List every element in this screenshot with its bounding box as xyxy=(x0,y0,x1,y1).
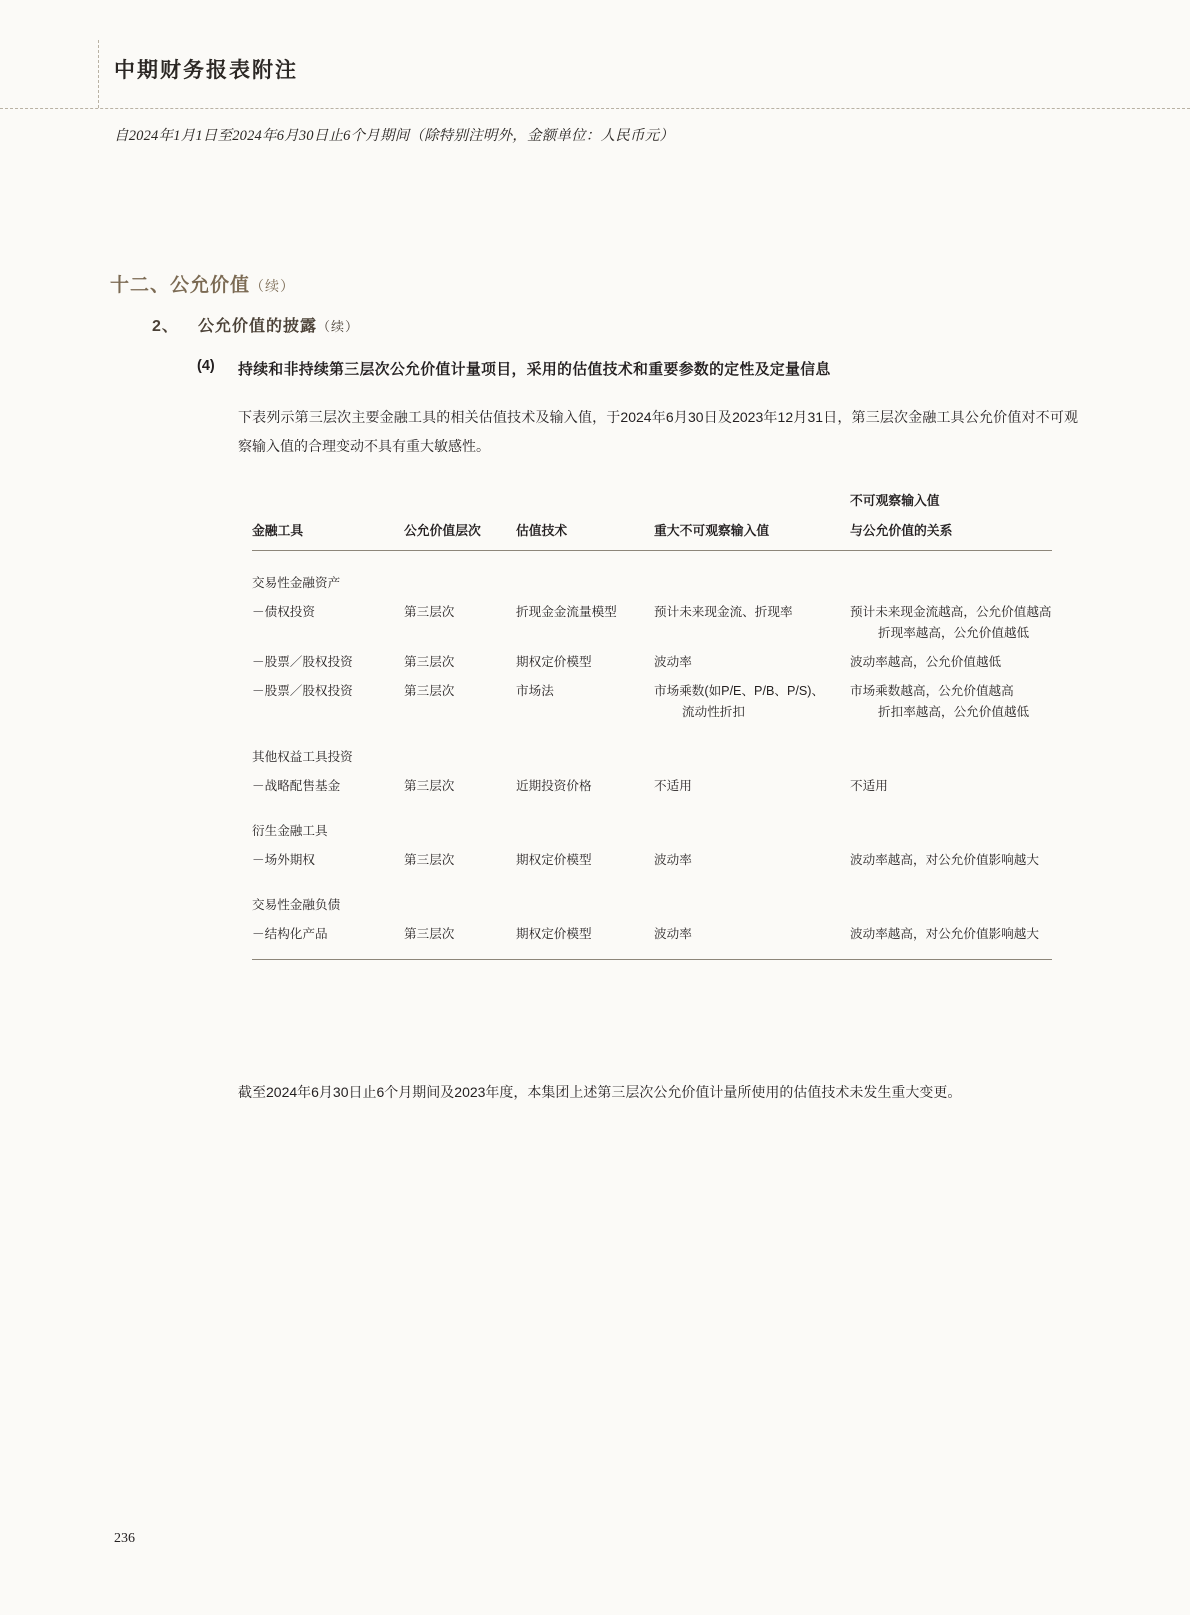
cell-instrument: －结构化产品 xyxy=(252,927,328,941)
cell-technique: 市场法 xyxy=(516,684,554,698)
header-relation-line1: 不可观察输入值 xyxy=(850,493,940,508)
table-group-row xyxy=(252,727,1052,772)
cell-relation-line: 折现率越高，公允价值越低 xyxy=(878,626,1030,640)
cell-level: 第三层次 xyxy=(404,779,455,793)
cell-level: 第三层次 xyxy=(404,684,455,698)
cell-input-line: 不适用 xyxy=(654,779,692,793)
section-heading-text: 十二、公允价值 xyxy=(110,275,251,296)
cell-input xyxy=(654,920,850,949)
table-row xyxy=(252,846,1052,875)
cell-level: 第三层次 xyxy=(404,927,455,941)
section-heading xyxy=(110,270,295,297)
cell-technique: 折现金金流量模型 xyxy=(516,605,617,619)
cell-relation xyxy=(850,772,1052,801)
item-number: (4) xyxy=(197,358,215,374)
cell-level: 第三层次 xyxy=(404,605,455,619)
cell-input-line: 波动率 xyxy=(654,927,692,941)
cell-input xyxy=(654,648,850,677)
cell-technique: 近期投资价格 xyxy=(516,779,592,793)
cell-relation-line: 折扣率越高，公允价值越低 xyxy=(878,705,1030,719)
subsection-heading xyxy=(198,313,359,336)
header-technique: 估值技术 xyxy=(516,520,654,551)
cell-input xyxy=(654,846,850,875)
header-spacer-3 xyxy=(516,490,654,520)
closing-paragraph: 截至2024年6月30日止6个月期间及2023年度，本集团上述第三层次公允价值计量所使用的估值技术未发生重大变更。 xyxy=(238,1084,962,1100)
cell-input-line: 市场乘数(如P/E、P/B、P/S)、 xyxy=(654,684,825,698)
page-number: 236 xyxy=(114,1531,135,1546)
table-row xyxy=(252,648,1052,677)
subsection-heading-text: 公允价值的披露 xyxy=(198,318,318,335)
table-group-label: 交易性金融负债 xyxy=(252,898,341,912)
table-group-row xyxy=(252,569,1052,598)
subsection-number: 2、 xyxy=(152,318,179,335)
cell-relation-line: 市场乘数越高，公允价值越高 xyxy=(850,684,1014,698)
cell-instrument: －场外期权 xyxy=(252,853,315,867)
fair-value-table-wrapper xyxy=(252,490,1052,949)
cell-instrument: －股票／股权投资 xyxy=(252,684,353,698)
cell-input-line: 波动率 xyxy=(654,853,692,867)
table-group-label: 交易性金融资产 xyxy=(252,576,341,590)
cell-technique: 期权定价模型 xyxy=(516,655,592,669)
table-group-label: 其他权益工具投资 xyxy=(252,750,353,764)
cell-relation xyxy=(850,920,1052,949)
cell-level: 第三层次 xyxy=(404,655,455,669)
item-title: 持续和非持续第三层次公允价值计量项目，采用的估值技术和重要参数的定性及定量信息 xyxy=(238,362,831,378)
header-input: 重大不可观察输入值 xyxy=(654,520,850,551)
table-group-row xyxy=(252,875,1052,920)
cell-input-line: 预计未来现金流、折现率 xyxy=(654,605,793,619)
cell-input-line: 流动性折扣 xyxy=(682,705,745,719)
header-spacer-1 xyxy=(252,490,404,520)
cell-input xyxy=(654,598,850,648)
cell-relation xyxy=(850,648,1052,677)
table-row xyxy=(252,772,1052,801)
fair-value-table xyxy=(252,490,1052,949)
cell-relation-line: 预计未来现金流越高，公允价值越高 xyxy=(850,605,1052,619)
cell-instrument: －债权投资 xyxy=(252,605,315,619)
header-spacer-2 xyxy=(404,490,516,520)
cell-instrument: －战略配售基金 xyxy=(252,779,341,793)
cell-input-line: 波动率 xyxy=(654,655,692,669)
table-row xyxy=(252,920,1052,949)
table-group-label: 衍生金融工具 xyxy=(252,824,328,838)
table-head xyxy=(252,490,1052,551)
page-header-subtitle: 自2024年1月1日至2024年6月30日止6个月期间（除特别注明外，金额单位：人民币元） xyxy=(114,128,674,144)
cell-relation-line: 波动率越高，对公允价值影响越大 xyxy=(850,853,1039,867)
table-header-top-row xyxy=(252,490,1052,520)
cell-relation-line: 波动率越高，公允价值越低 xyxy=(850,655,1002,669)
cell-technique: 期权定价模型 xyxy=(516,927,592,941)
cell-relation xyxy=(850,598,1052,648)
table-bottom-rule xyxy=(252,959,1052,960)
cell-relation-line: 波动率越高，对公允价值影响越大 xyxy=(850,927,1039,941)
subsection-heading-continued: （续） xyxy=(317,319,360,334)
table-spacer-row xyxy=(252,551,1052,570)
cell-level: 第三层次 xyxy=(404,853,455,867)
table-group-row xyxy=(252,801,1052,846)
cell-relation xyxy=(850,846,1052,875)
table-row xyxy=(252,677,1052,727)
page-header-title: 中期财务报表附注 xyxy=(114,58,298,82)
cell-relation xyxy=(850,677,1052,727)
table-row xyxy=(252,598,1052,648)
header-instrument: 金融工具 xyxy=(252,520,404,551)
cell-relation-line: 不适用 xyxy=(850,779,888,793)
cell-technique: 期权定价模型 xyxy=(516,853,592,867)
intro-paragraph: 下表列示第三层次主要金融工具的相关估值技术及输入值，于2024年6月30日及2023年12月31日，第三层次金融工具公允价值对不可观察输入值的合理变动不具有重大敏感性。 xyxy=(238,409,1078,454)
cell-instrument: －股票／股权投资 xyxy=(252,655,353,669)
cell-input xyxy=(654,772,850,801)
section-heading-continued: （续） xyxy=(250,278,296,294)
header-relation-line2: 与公允价值的关系 xyxy=(850,520,1052,551)
header-horizontal-rule xyxy=(0,108,1190,109)
header-vertical-rule xyxy=(98,40,100,108)
header-level: 公允价值层次 xyxy=(404,520,516,551)
table-header-row xyxy=(252,520,1052,551)
cell-input xyxy=(654,677,850,727)
table-body xyxy=(252,551,1052,950)
header-spacer-4 xyxy=(654,490,850,520)
